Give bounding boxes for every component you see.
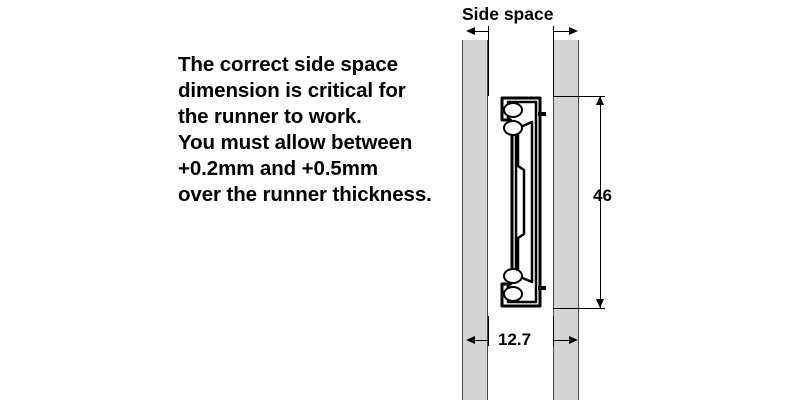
height-ext-line-bottom: [553, 308, 605, 309]
side-space-ext-line-right: [553, 26, 554, 96]
width-ext-line-right: [553, 316, 554, 346]
ball-bearing-top-1: [504, 103, 522, 117]
side-space-arrowhead-left: [466, 27, 475, 35]
drawer-runner-profile: [488, 88, 554, 316]
height-dimension-label: 46: [593, 186, 612, 205]
ball-bearing-bottom-2: [504, 287, 522, 301]
instruction-line-2: dimension is critical for: [178, 79, 406, 102]
technical-drawing: [440, 0, 800, 400]
width-dimension-label: 12.7: [498, 330, 532, 349]
instruction-text: [178, 52, 468, 208]
width-arrowhead-left: [466, 336, 475, 344]
ball-bearing-bottom-1: [504, 269, 522, 283]
instruction-line-3: the runner to work.: [178, 105, 362, 128]
instruction-line-1: The correct side space: [178, 53, 398, 76]
side-space-label: Side space: [462, 4, 554, 24]
runner-fixing-tab-top: [538, 112, 546, 116]
width-ext-line-left: [488, 316, 489, 346]
runner-fixing-tab-bottom: [538, 286, 546, 290]
instruction-line-5: +0.2mm and +0.5mm: [178, 157, 378, 180]
drawer-side-panel: [553, 40, 579, 400]
side-space-arrowhead-right: [569, 27, 578, 35]
width-arrowhead-right: [569, 336, 578, 344]
ball-bearing-top-2: [504, 121, 522, 135]
instruction-line-4: You must allow between: [178, 131, 413, 154]
height-arrowhead-bottom: [596, 299, 604, 308]
cabinet-side-panel: [462, 40, 488, 400]
side-space-ext-line-left: [488, 26, 489, 96]
instruction-line-6: over the runner thickness.: [178, 183, 432, 206]
height-arrowhead-top: [596, 96, 604, 105]
